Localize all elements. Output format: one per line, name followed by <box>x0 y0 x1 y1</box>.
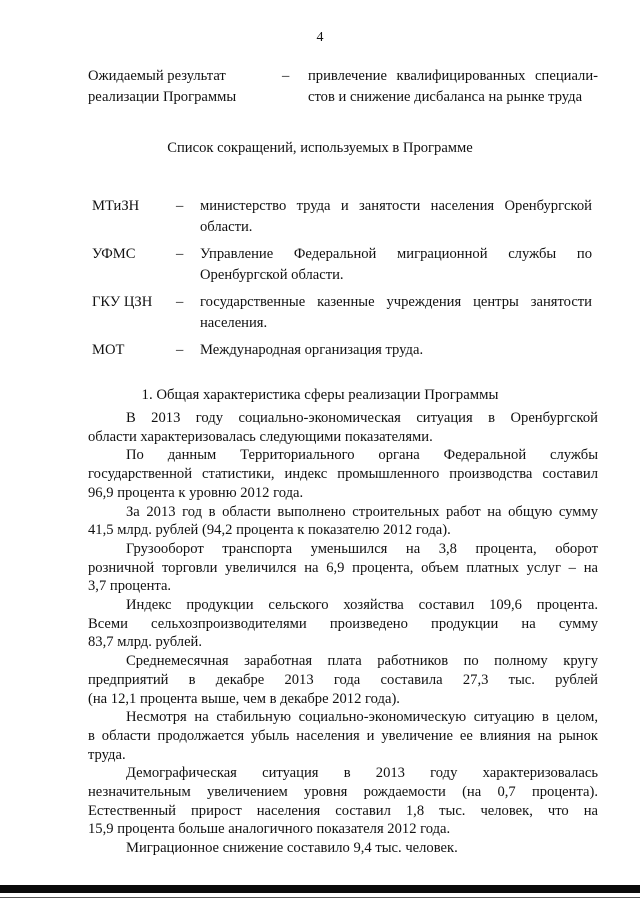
paragraph <box>88 596 598 652</box>
paragraph-line: 83,7 млрд. рублей. <box>88 634 203 651</box>
abbreviation-item <box>92 340 602 388</box>
abbreviation-item <box>92 244 602 292</box>
page-number: 4 <box>316 30 324 45</box>
paragraph-line: Всеми сельхозпроизводителями произведено продукции на сумму <box>88 615 598 632</box>
abbreviation-dash: – <box>176 198 184 214</box>
paragraph <box>88 764 598 839</box>
paragraph-line: розничной торговли увеличился на 6,9 процента, объем платных услуг – на <box>88 559 598 576</box>
abbreviation-term: УФМС <box>92 246 136 262</box>
paragraph-line: труда. <box>88 746 126 763</box>
abbreviation-term: МТиЗН <box>92 198 140 214</box>
abbreviation-item <box>92 292 602 340</box>
paragraph-line: государственной статистики, индекс промышленного производства составил <box>88 466 598 483</box>
abbreviation-definition: государственные казенные учреждения центры занятости населения. <box>200 294 592 331</box>
paragraph-line: предприятий в декабре 2013 года составила 27,3 тыс. рублей <box>88 671 598 688</box>
abbreviation-definition: министерство труда и занятости населения Оренбургской области. <box>200 198 592 235</box>
paragraph-line: незначительным увеличением уровня рождаемости (на 0,7 процента). <box>88 784 598 801</box>
paragraph-line: Демографическая ситуация в 2013 году характеризовалась <box>126 765 598 782</box>
paragraph <box>88 839 598 858</box>
abbreviations-list <box>92 196 602 388</box>
abbreviation-dash: – <box>176 246 184 262</box>
paragraph-line: 3,7 процента. <box>88 578 172 595</box>
paragraph-line: 96,9 процента к уровню 2012 года. <box>88 484 304 501</box>
abbreviations-heading: Список сокращений, используемых в Программе <box>167 140 473 156</box>
section-body <box>88 409 598 858</box>
paragraph-line: Грузооборот транспорта уменьшился на 3,8 процента, оборот <box>126 540 598 557</box>
paragraph-line: Индекс продукции сельского хозяйства составил 109,6 процента. <box>126 597 598 614</box>
abbreviation-item <box>92 196 602 244</box>
paragraph-line: 41,5 млрд. рублей (94,2 процента к показателю 2012 года). <box>88 522 451 539</box>
paragraph-line: в области продолжается убыль населения и увеличение ее влияния на рынок <box>88 727 598 744</box>
paragraph <box>88 409 598 446</box>
abbreviation-definition: Управление Федеральной миграционной службы по Оренбургской области. <box>200 246 592 283</box>
paragraph <box>88 708 598 764</box>
paragraph-line: Миграционное снижение составило 9,4 тыс. человек. <box>126 840 458 857</box>
paragraph-line: Несмотря на стабильную социально-экономическую ситуацию в целом, <box>126 709 598 726</box>
paragraph-line: В 2013 году социально-экономическая ситуация в Оренбургской <box>126 410 598 426</box>
expected-result-text-line: стов и снижение дисбаланса на рынке труда <box>308 89 583 105</box>
abbreviation-definition: Международная организация труда. <box>200 342 424 358</box>
abbreviation-term: МОТ <box>92 342 125 358</box>
expected-result-label-line: Ожидаемый результат <box>88 68 226 84</box>
paragraph-line: области характеризовалась следующими показателями. <box>88 428 433 445</box>
expected-result-label <box>88 66 268 108</box>
paragraph-line: (на 12,1 процента выше, чем в декабре 2012 года). <box>88 690 400 707</box>
expected-result-text <box>308 66 598 108</box>
scan-edge-band <box>0 885 640 893</box>
paragraph-line: По данным Территориального органа Федеральной службы <box>126 447 598 464</box>
expected-result-dash: – <box>282 68 290 84</box>
paragraph <box>88 652 598 708</box>
paragraph-line: Среднемесячная заработная плата работников по полному кругу <box>126 653 598 670</box>
scan-edge-line <box>0 897 640 898</box>
expected-result-text-line: привлечение квалифицированных специали- <box>308 68 598 84</box>
paragraph-line: 15,9 процента больше аналогичного показателя 2012 года. <box>88 821 451 838</box>
expected-result-label-line: реализации Программы <box>88 89 237 105</box>
section-heading: 1. Общая характеристика сферы реализации Программы <box>141 387 499 403</box>
abbreviation-term: ГКУ ЦЗН <box>92 294 153 310</box>
paragraph-line: За 2013 год в области выполнено строительных работ на общую сумму <box>126 503 598 520</box>
paragraph <box>88 540 598 596</box>
paragraph-line: Естественный прирост населения составил 1,8 тыс. человек, что на <box>88 802 598 819</box>
paragraph <box>88 503 598 540</box>
paragraph <box>88 446 598 502</box>
abbreviation-dash: – <box>176 342 184 358</box>
abbreviation-dash: – <box>176 294 184 310</box>
